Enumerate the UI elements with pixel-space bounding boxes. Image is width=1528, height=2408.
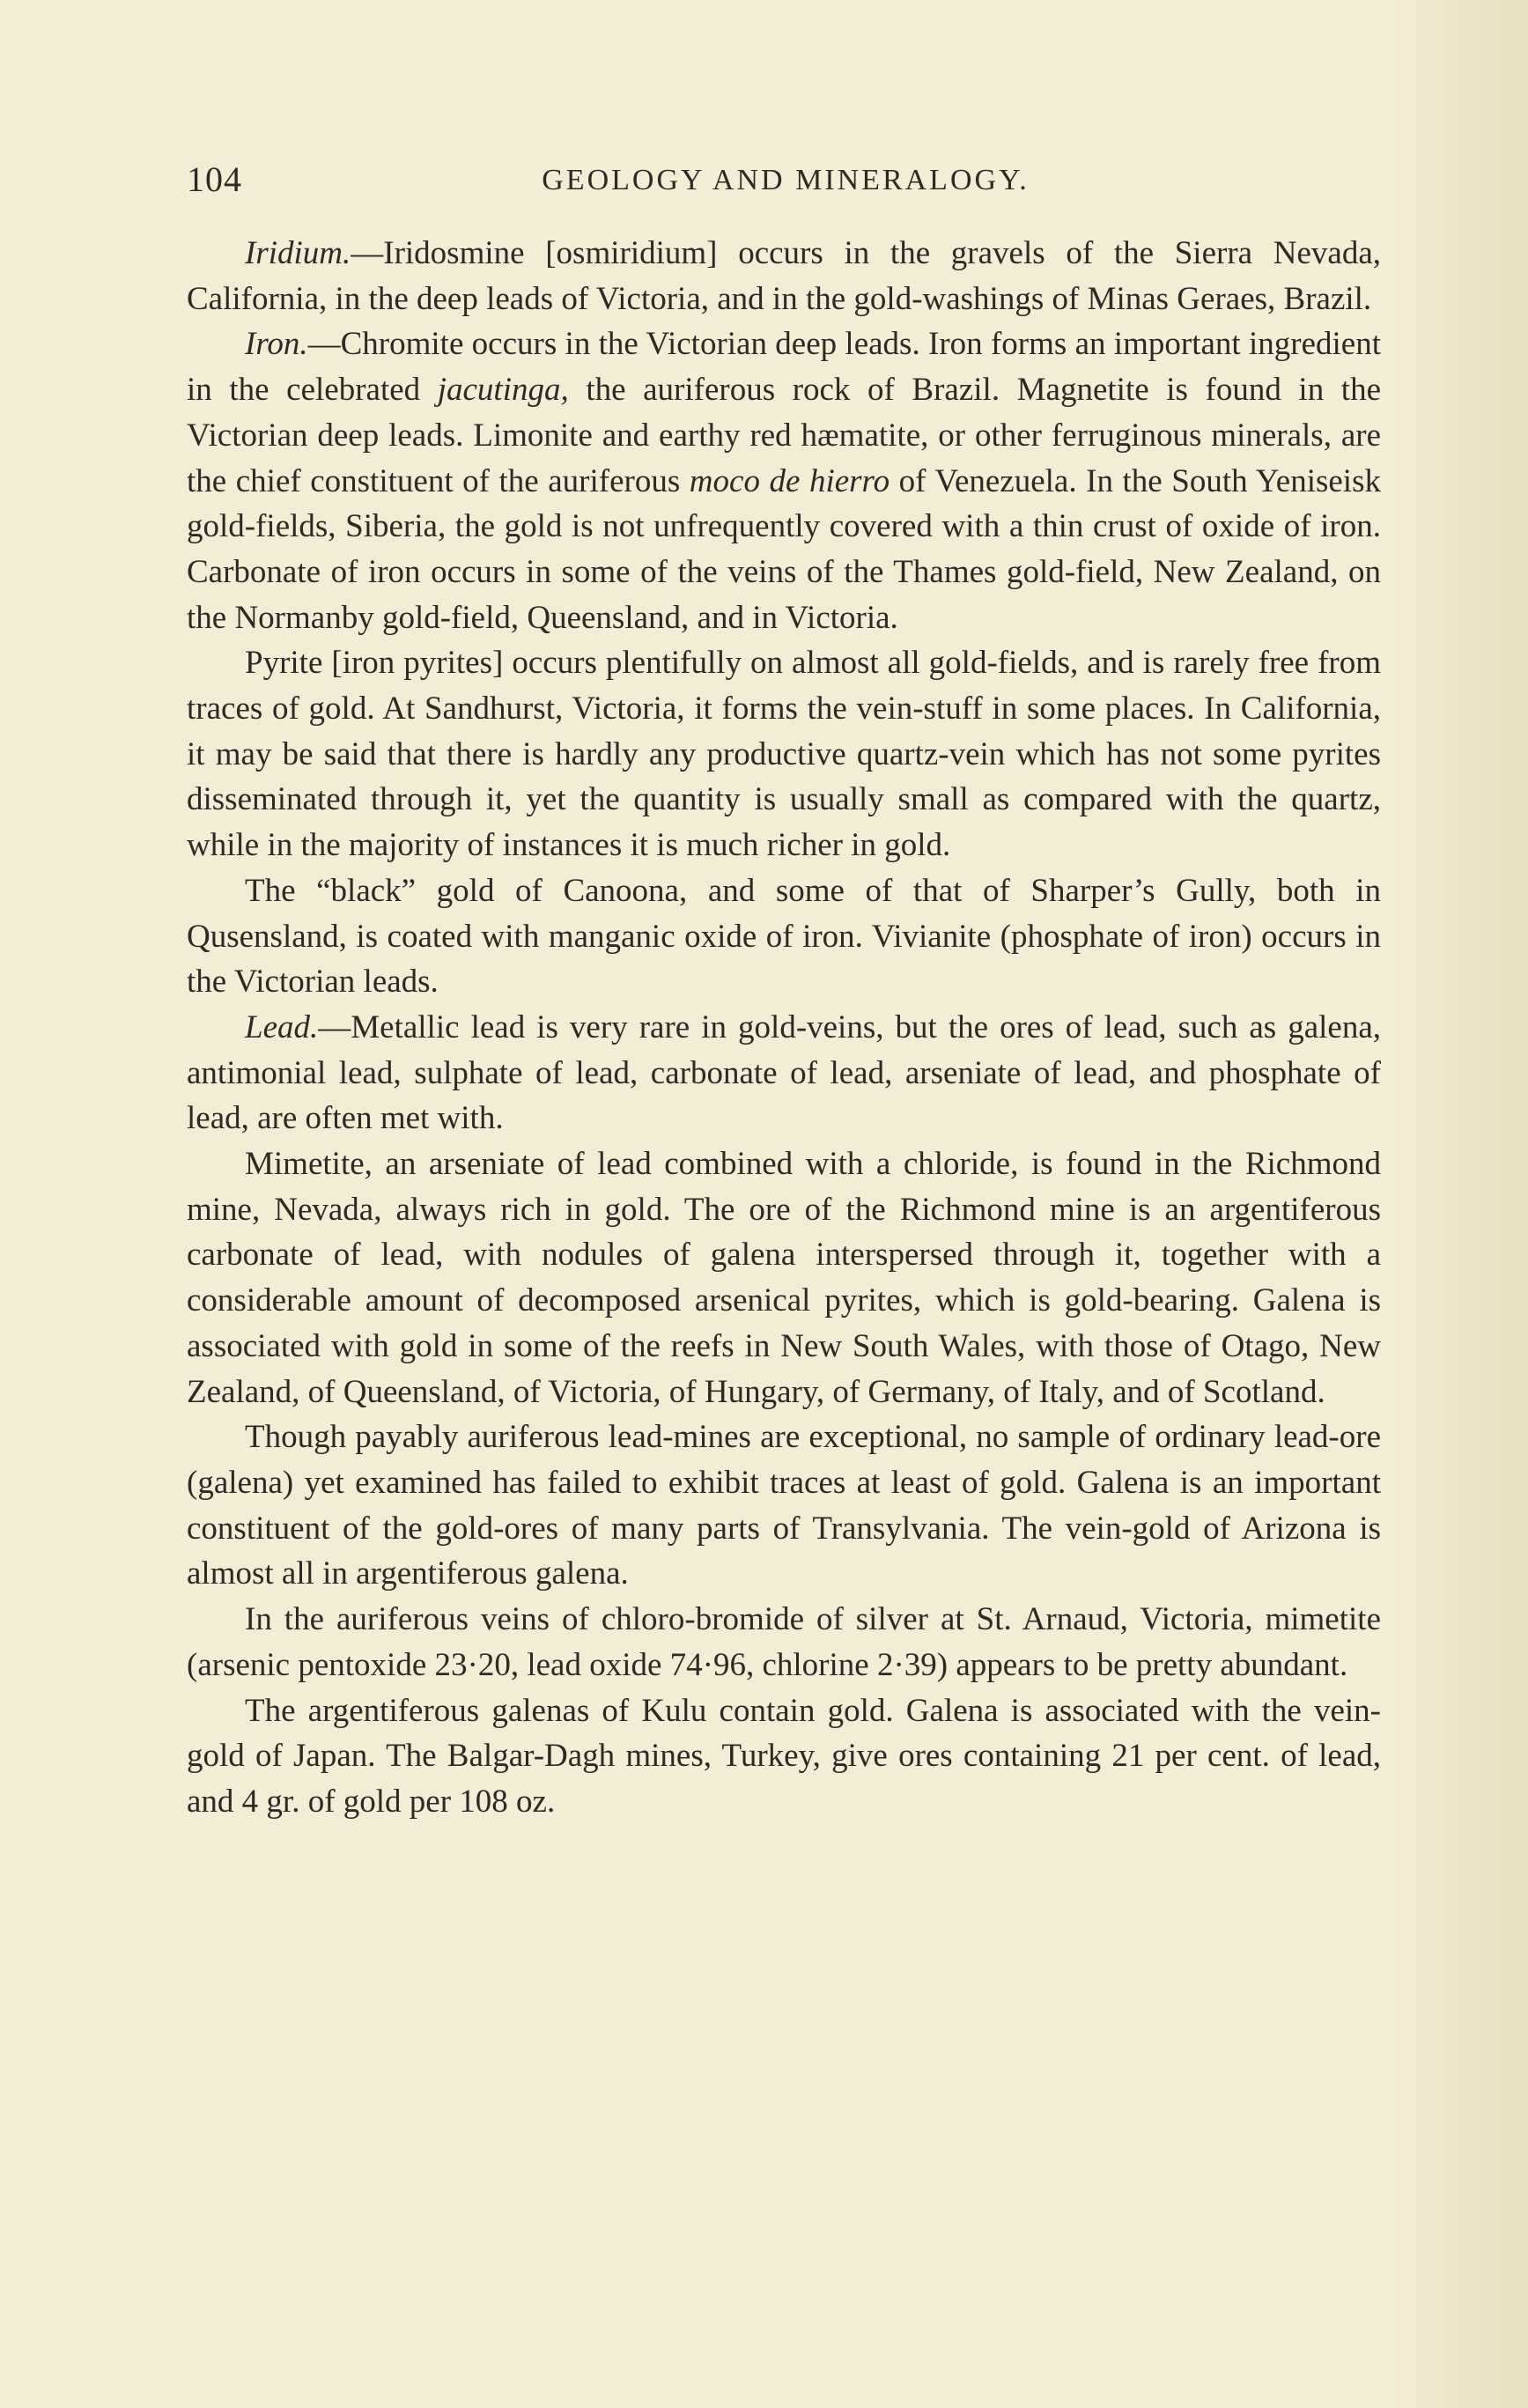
section-term-lead: Lead.: [245, 1008, 319, 1045]
page-number: 104: [187, 159, 242, 199]
italic-term-moco-de-hierro: moco de hierro: [689, 462, 890, 499]
italic-term-jacutinga: jacutinga,: [437, 372, 569, 409]
running-header: [187, 159, 1384, 203]
paragraph-lead-mines: Though payably auriferous lead-mines are exceptional, no sample of ordinary lead-ore (galena) yet examined has failed to exhibit traces at least of gold. Galena is an important constituent of the gold-ores of many parts of Transylvania. The vein-gold of Arizona is almost all in argentiferous galena.: [187, 1419, 1381, 1592]
paragraph-pyrite: Pyrite [iron pyrites] occurs plentifully on almost all gold-fields, and is rarely free from traces of gold. At Sandhurst, Victoria, it forms the vein-stuff in some places. In California, it may be said that there is hardly any productive quartz-vein which has not some pyrites disseminated through it, yet the quantity is usually small as compared with the quartz, while in the majority of instances it is much richer in gold.: [187, 645, 1381, 864]
paragraph-st-arnaud: In the auriferous veins of chloro-bromide of silver at St. Arnaud, Victoria, mimetite (arsenic pentoxide 23·20, lead oxide 74·96, chlorine 2·39) appears to be pretty abundant.: [187, 1601, 1381, 1683]
paragraph-mimetite: Mimetite, an arseniate of lead combined with a chloride, is found in the Richmond mine, Nevada, always rich in gold. The ore of the Richmond mine is an argentiferous carbonate of lead, with nodules of galena interspersed through it, together with a considerable amount of decomposed arsenical pyrites, which is gold-bearing. Galena is associated with gold in some of the reefs in New South Wales, with those of Otago, New Zealand, of Queensland, of Victoria, of Hungary, of Germany, of Italy, and of Scotland.: [187, 1146, 1381, 1410]
page-edge-shading: [1387, 0, 1528, 2408]
paragraph-iridium: [187, 231, 1381, 321]
paragraph-iron: [187, 321, 1381, 640]
paragraph-black-gold: The “black” gold of Canoona, and some of that of Sharper’s Gully, both in Qusensland, is coated with manganic oxide of iron. Vivianite (phosphate of iron) occurs in the Victorian leads.: [187, 872, 1381, 1001]
paragraph-text: the auriferous rock of Brazil. Magnetite is found in the Victorian deep leads. Limonite and earthy red hæmatite, or other ferruginous minerals, are the chief constituent of the auriferous: [187, 372, 1381, 499]
paragraph-text: —Metallic lead is very rare in gold-veins, but the ores of lead, such as galena, antimonial lead, sulphate of lead, carbonate of lead, arseniate of lead, and phosphate of lead, are often met with.: [187, 1008, 1381, 1137]
paragraph-kulu: The argentiferous galenas of Kulu contain gold. Galena is associated with the vein-gold of Japan. The Balgar-Dagh mines, Turkey, give ores containing 21 per cent. of lead, and 4 gr. of gold per 108 oz.: [187, 1692, 1381, 1820]
section-term-iridium: Iridium.: [245, 235, 351, 271]
running-title: GEOLOGY AND MINERALOGY.: [542, 164, 1030, 196]
paragraph-lead: [187, 1005, 1381, 1141]
body-text: [187, 231, 1381, 1825]
paragraph-text: of Venezuela. In the South Yeniseisk gold-fields, Siberia, the gold is not unfrequently covered with a thin crust of oxide of iron. Carbonate of iron occurs in some of the veins of the Thames gold-field, New Zealand, on the Normanby gold-field, Queensland, and in Victoria.: [187, 462, 1381, 636]
section-term-iron: Iron.: [245, 326, 308, 363]
paragraph-text: —Iridosmine [osmiridium] occurs in the gravels of the Sierra Nevada, California, in the deep leads of Victoria, and in the gold-washings of Minas Geraes, Brazil.: [187, 235, 1381, 317]
paragraph-text: —Chromite occurs in the Victorian deep leads. Iron forms an important ingredient in the celebrated: [187, 326, 1381, 409]
